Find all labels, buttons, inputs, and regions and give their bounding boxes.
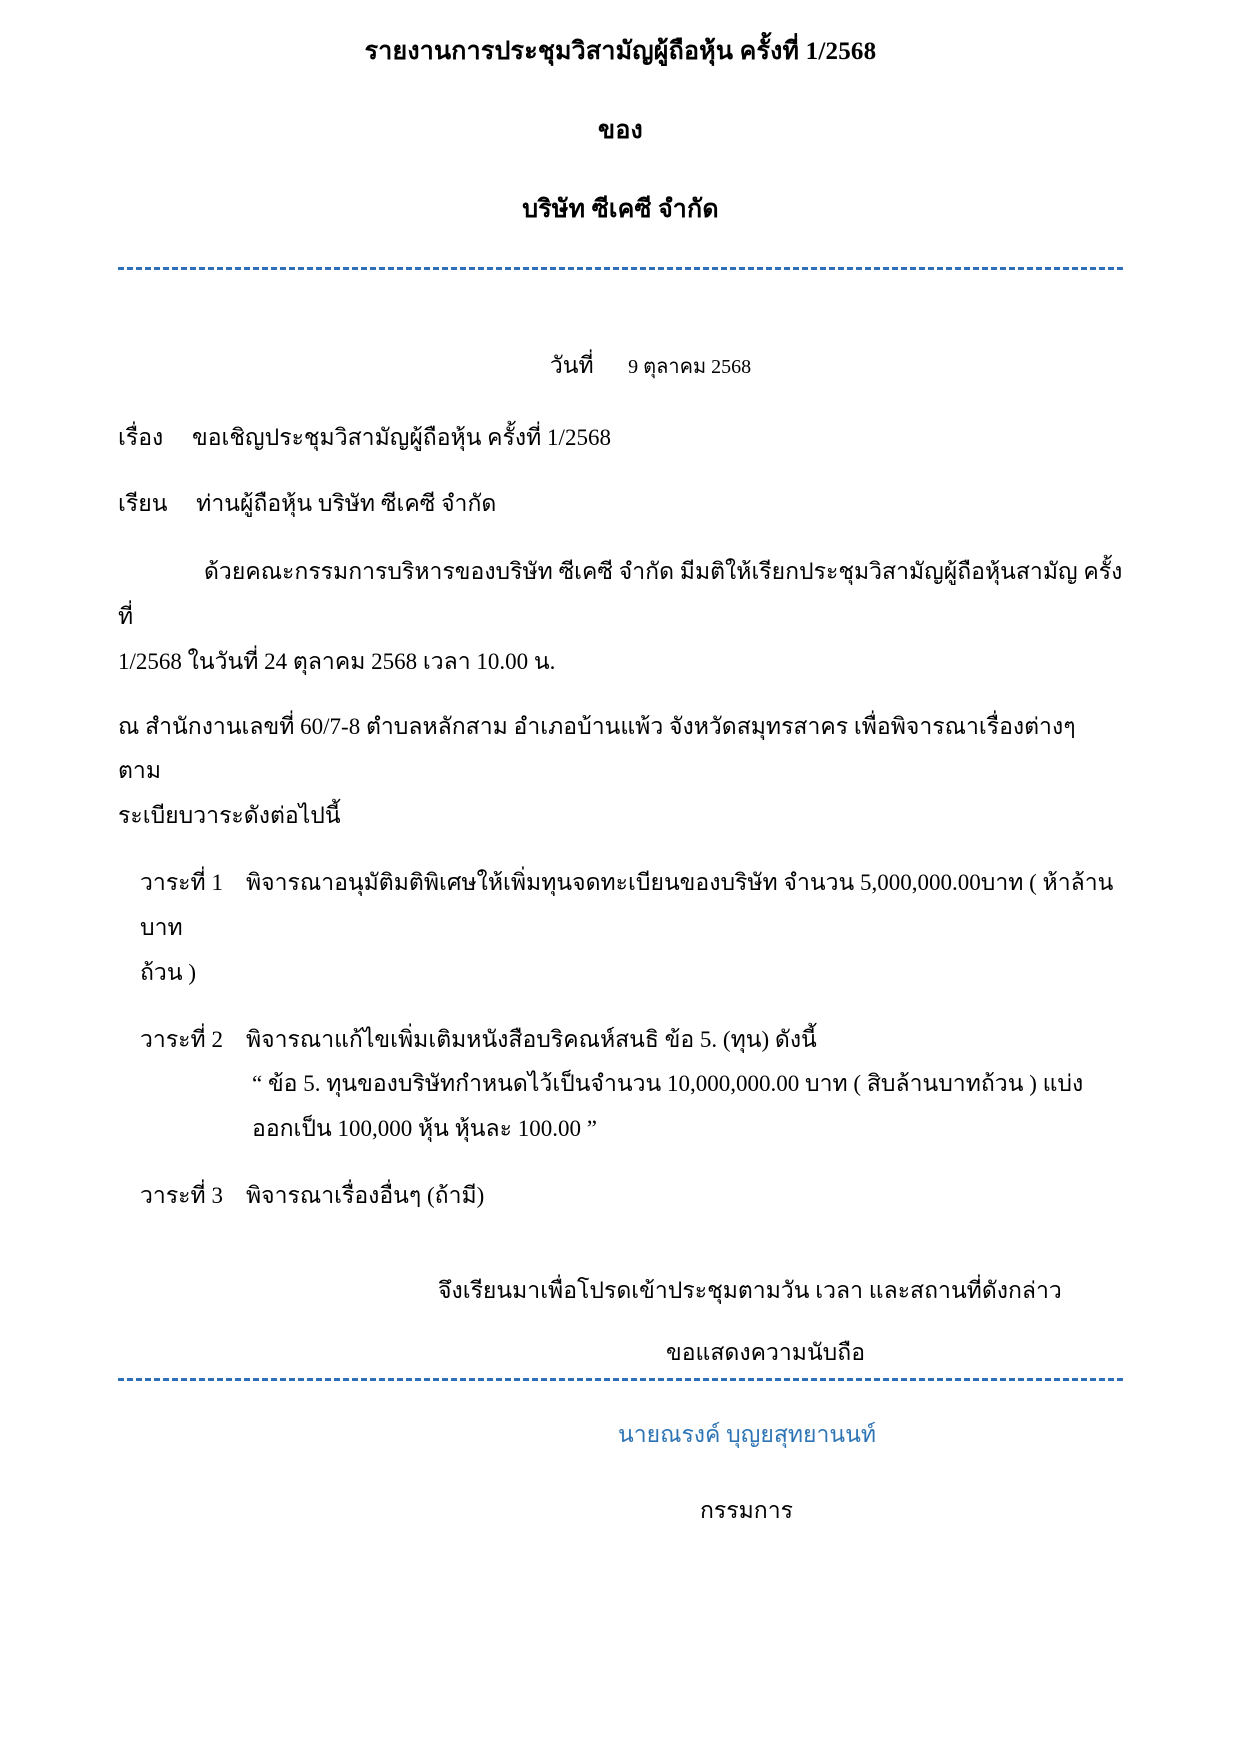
footer-divider-wrap: [118, 1378, 1123, 1381]
agenda-item-1-label: วาระที่ 1: [140, 870, 223, 896]
closing-paragraph: จึงเรียนมาเพื่อโปรดเข้าประชุมตามวัน เวลา และสถานที่ดังกล่าว: [438, 1277, 1062, 1303]
document-title-line-3: บริษัท ซีเคซี จำกัด: [522, 196, 719, 223]
agenda-item-1-text: พิจารณาอนุมัติมติพิเศษให้เพิ่มทุนจดทะเบียนของบริษัท จำนวน 5,000,000.00บาท ( ห้าล้านบาท: [140, 870, 1114, 940]
subject-label: เรื่อง: [118, 425, 164, 450]
agenda-item-1: [118, 861, 1123, 996]
agenda-item-3-text: พิจารณาเรื่องอื่นๆ (ถ้ามี): [245, 1183, 485, 1209]
footer-divider: [118, 1378, 1123, 1381]
agenda-item-2-quote-line-1: “ ข้อ 5. ทุนของบริษัทกำหนดไว้เป็นจำนวน 10,000,000.00 บาท ( สิบล้านบาทถ้วน ) แบ่ง: [252, 1071, 1084, 1097]
subject-row: [118, 420, 1123, 456]
signature-role: กรรมการ: [700, 1497, 793, 1523]
agenda-item-3-label: วาระที่ 3: [140, 1183, 223, 1209]
date-value: 9 ตุลาคม 2568: [628, 356, 752, 378]
recipient-row: [118, 486, 1123, 522]
document-title-line-1: รายงานการประชุมวิสามัญผู้ถือหุ้น ครั้งที่ 1/2568: [364, 38, 877, 65]
agenda-item-2-quote-line-2: ออกเป็น 100,000 หุ้น หุ้นละ 100.00 ”: [252, 1116, 597, 1142]
document-title-line-2: ของ: [598, 117, 643, 144]
agenda-item-3: [118, 1174, 1123, 1219]
agenda-item-1-text-cont: ถ้วน ): [140, 959, 196, 985]
agenda-item-2-label: วาระที่ 2: [140, 1026, 223, 1052]
document-date: [118, 348, 1123, 384]
intro-paragraph-line-2: 1/2568 ในวันที่ 24 ตุลาคม 2568 เวลา 10.00 น.: [118, 648, 556, 674]
agenda-item-2: [118, 1018, 1123, 1153]
header-divider: [118, 267, 1123, 270]
agenda-item-2-text: พิจารณาแก้ไขเพิ่มเติมหนังสือบริคณห์สนธิ ข้อ 5. (ทุน) ดังนี้: [245, 1026, 817, 1052]
recipient-label: เรียน: [118, 491, 168, 516]
regards-line: ขอแสดงความนับถือ: [666, 1339, 866, 1365]
date-label: วันที่: [549, 353, 594, 378]
intro-paragraph-line-4: ระเบียบวาระดังต่อไปนี้: [118, 803, 341, 829]
signature-name: นายณรงค์ บุญยสุทยานนท์: [618, 1421, 877, 1447]
intro-paragraph-line-1: ด้วยคณะกรรมการบริหารของบริษัท ซีเคซี จำกัด มีมติให้เรียกประชุมวิสามัญผู้ถือหุ้นสามัญ ครั้งที่: [118, 559, 1123, 629]
subject-value: ขอเชิญประชุมวิสามัญผู้ถือหุ้น ครั้งที่ 1/2568: [192, 425, 611, 450]
recipient-value: ท่านผู้ถือหุ้น บริษัท ซีเคซี จำกัด: [196, 491, 497, 516]
intro-paragraph-line-3: ณ สำนักงานเลขที่ 60/7-8 ตำบลหลักสาม อำเภอบ้านแพ้ว จังหวัดสมุทรสาคร เพื่อพิจารณาเรื่องต่างๆ ตาม: [118, 713, 1076, 784]
